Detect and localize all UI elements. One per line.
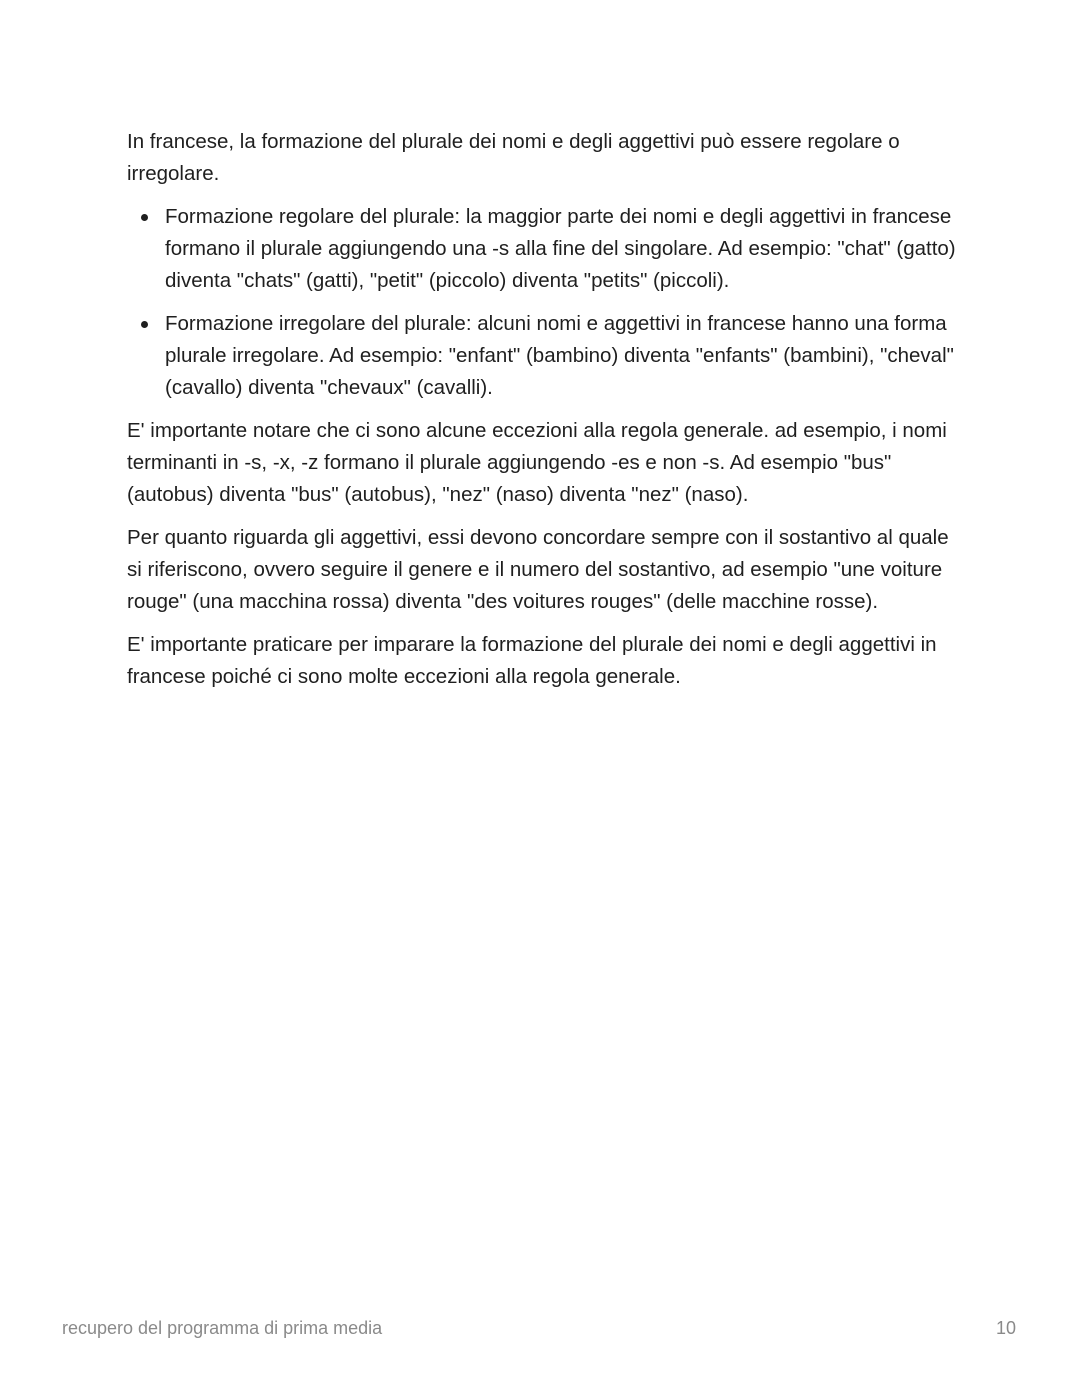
footer-title: recupero del programma di prima media xyxy=(62,1318,383,1338)
list-item xyxy=(127,201,957,297)
paragraph-exceptions: E' importante notare che ci sono alcune eccezioni alla regola generale. ad esempio, i nomi terminanti in -s, -x, -z formano il plurale aggiungendo -es e non -s. Ad esempio "bus" (autobus) diventa "bus" (autobus), "nez" (naso) diventa "nez" (naso). xyxy=(127,419,947,506)
bullet-icon xyxy=(141,321,148,328)
document-body xyxy=(127,126,957,704)
list-item xyxy=(127,308,957,404)
paragraph-adjectives: Per quanto riguarda gli aggettivi, essi devono concordare sempre con il sostantivo al quale si riferiscono, ovvero seguire il genere e il numero del sostantivo, ad esempio "une voiture rouge" (una macchina rossa) diventa "des voitures rouges" (delle macchine rosse). xyxy=(127,526,949,613)
page-number: 10 xyxy=(995,1318,1016,1338)
bullet-text: Formazione irregolare del plurale: alcuni nomi e aggettivi in francese hanno una forma plurale irregolare. Ad esempio: "enfant" (bambino) diventa "enfants" (bambini), "cheval" (cavallo) diventa "chevaux" (cavalli). xyxy=(165,312,954,399)
page-footer xyxy=(62,1318,1016,1339)
intro-paragraph: In francese, la formazione del plurale dei nomi e degli aggettivi può essere regolare o irregolare. xyxy=(127,130,900,185)
bullet-icon xyxy=(141,214,148,221)
bullet-text: Formazione regolare del plurale: la maggior parte dei nomi e degli aggettivi in francese formano il plurale aggiungendo una -s alla fine del singolare. Ad esempio: "chat" (gatto) diventa "chats" (gatti), "petit" (piccolo) diventa "petits" (piccoli). xyxy=(165,205,956,292)
paragraph-practice: E' importante praticare per imparare la formazione del plurale dei nomi e degli aggettivi in francese poiché ci sono molte eccezioni alla regola generale. xyxy=(127,633,937,688)
bullet-list xyxy=(127,201,957,404)
